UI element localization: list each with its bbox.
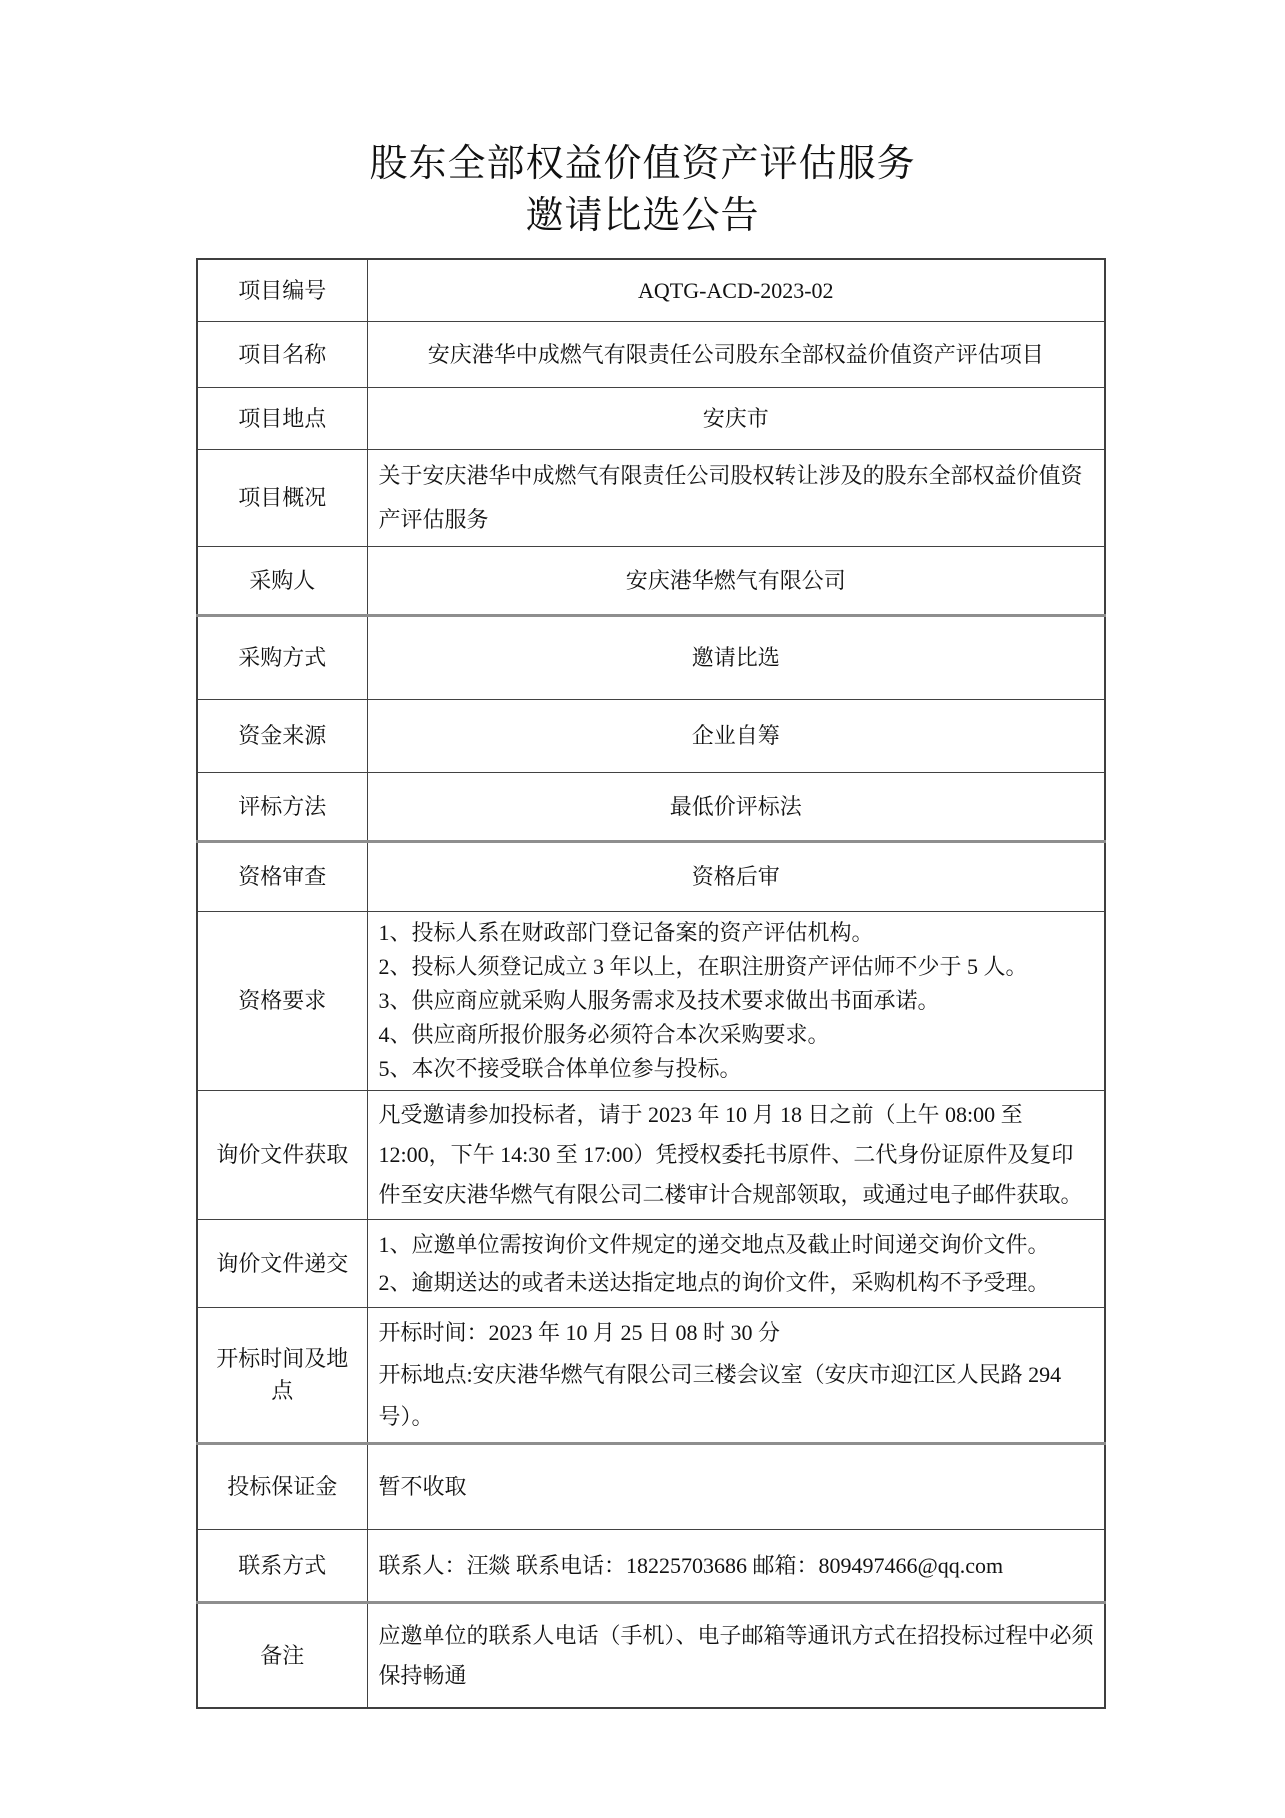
row-value xyxy=(367,322,1105,388)
row-value-line: AQTG-ACD-2023-02 xyxy=(637,277,834,303)
table-row xyxy=(197,1091,1105,1220)
row-label: 联系方式 xyxy=(197,1530,367,1603)
row-value-line: 2、逾期送达的或者未送达指定地点的询价文件，采购机构不予受理。 xyxy=(378,1269,1050,1295)
row-label: 项目地点 xyxy=(197,388,367,450)
row-value-line: 2、投标人须登记成立 3 年以上，在职注册资产评估师不少于 5 人。 xyxy=(378,954,1028,979)
row-label: 询价文件递交 xyxy=(197,1220,367,1308)
table-row xyxy=(197,1444,1105,1530)
row-value-line: 4、供应商所报价服务必须符合本次采购要求。 xyxy=(378,1022,830,1047)
document-title-line2: 邀请比选公告 xyxy=(525,195,760,237)
table-row xyxy=(197,450,1105,547)
table-row xyxy=(197,388,1105,450)
row-label: 采购方式 xyxy=(197,616,367,700)
row-label: 资金来源 xyxy=(197,700,367,773)
announcement-table-body xyxy=(197,259,1105,1708)
table-row xyxy=(197,1308,1105,1444)
row-value-line: 企业自筹 xyxy=(691,723,780,748)
row-value xyxy=(367,1091,1105,1220)
table-row xyxy=(197,912,1105,1091)
table-row xyxy=(197,322,1105,388)
row-value xyxy=(367,1530,1105,1603)
row-value-line: 邀请比选 xyxy=(691,645,780,670)
row-label: 项目概况 xyxy=(197,450,367,547)
table-row xyxy=(197,842,1105,912)
row-value xyxy=(367,773,1105,842)
row-value xyxy=(367,547,1105,616)
row-value xyxy=(367,1603,1105,1709)
row-value xyxy=(367,1444,1105,1530)
row-label: 投标保证金 xyxy=(197,1444,367,1530)
row-value-line: 资格后审 xyxy=(691,864,780,889)
row-value xyxy=(367,700,1105,773)
row-value-line: 开标地点:安庆港华燃气有限公司三楼会议室（安庆市迎江区人民路 294 号）。 xyxy=(378,1362,1062,1429)
row-value xyxy=(367,616,1105,700)
row-value-line: 3、供应商应就采购人服务需求及技术要求做出书面承诺。 xyxy=(378,988,940,1013)
announcement-table xyxy=(196,258,1106,1709)
row-value-line: 凡受邀请参加投标者，请于 2023 年 10 月 18 日之前（上午 08:00 至 12:00，下午 14:30 至 17:00）凭授权委托书原件、二代身份证原件及复印件至安庆港华燃气有限公司二楼审计合规部领取，或通过电子邮件获取。 xyxy=(378,1102,1083,1207)
row-label: 评标方法 xyxy=(197,773,367,842)
table-row xyxy=(197,1603,1105,1709)
row-label: 开标时间及地点 xyxy=(197,1308,367,1444)
table-row xyxy=(197,700,1105,773)
row-value xyxy=(367,912,1105,1091)
row-value-line: 最低价评标法 xyxy=(669,793,802,819)
row-label: 询价文件获取 xyxy=(197,1091,367,1220)
document-title xyxy=(0,138,1285,242)
row-label: 备注 xyxy=(197,1603,367,1709)
row-value-line: 安庆港华中成燃气有限责任公司股东全部权益价值资产评估项目 xyxy=(427,341,1044,367)
row-value xyxy=(367,1308,1105,1444)
table-row xyxy=(197,773,1105,842)
row-label: 资格要求 xyxy=(197,912,367,1091)
row-value-line: 5、本次不接受联合体单位参与投标。 xyxy=(378,1056,742,1081)
table-row xyxy=(197,547,1105,616)
row-value-line: 联系人：汪燚 联系电话：18225703686 邮箱：809497466@qq.com xyxy=(378,1552,1004,1578)
row-value-line: 开标时间：2023 年 10 月 25 日 08 时 30 分 xyxy=(378,1320,781,1345)
row-value xyxy=(367,259,1105,322)
row-value xyxy=(367,450,1105,547)
table-row xyxy=(197,1220,1105,1308)
row-label: 项目编号 xyxy=(197,259,367,322)
row-value xyxy=(367,842,1105,912)
row-value-line: 1、投标人系在财政部门登记备案的资产评估机构。 xyxy=(378,920,874,945)
table-row xyxy=(197,616,1105,700)
row-value-line: 关于安庆港华中成燃气有限责任公司股权转让涉及的股东全部权益价值资产评估服务 xyxy=(378,463,1083,532)
row-value-line: 暂不收取 xyxy=(378,1474,467,1499)
table-row xyxy=(197,259,1105,322)
row-value-line: 安庆市 xyxy=(702,405,769,431)
row-value-line: 安庆港华燃气有限公司 xyxy=(625,567,846,593)
table-row xyxy=(197,1530,1105,1603)
document-title-line1: 股东全部权益价值资产评估服务 xyxy=(369,143,916,185)
row-value-line: 1、应邀单位需按询价文件规定的递交地点及截止时间递交询价文件。 xyxy=(378,1231,1050,1257)
row-label: 资格审查 xyxy=(197,842,367,912)
row-label: 采购人 xyxy=(197,547,367,616)
row-value xyxy=(367,388,1105,450)
row-value xyxy=(367,1220,1105,1308)
row-label: 项目名称 xyxy=(197,322,367,388)
row-value-line: 应邀单位的联系人电话（手机）、电子邮箱等通讯方式在招投标过程中必须保持畅通 xyxy=(378,1622,1094,1688)
